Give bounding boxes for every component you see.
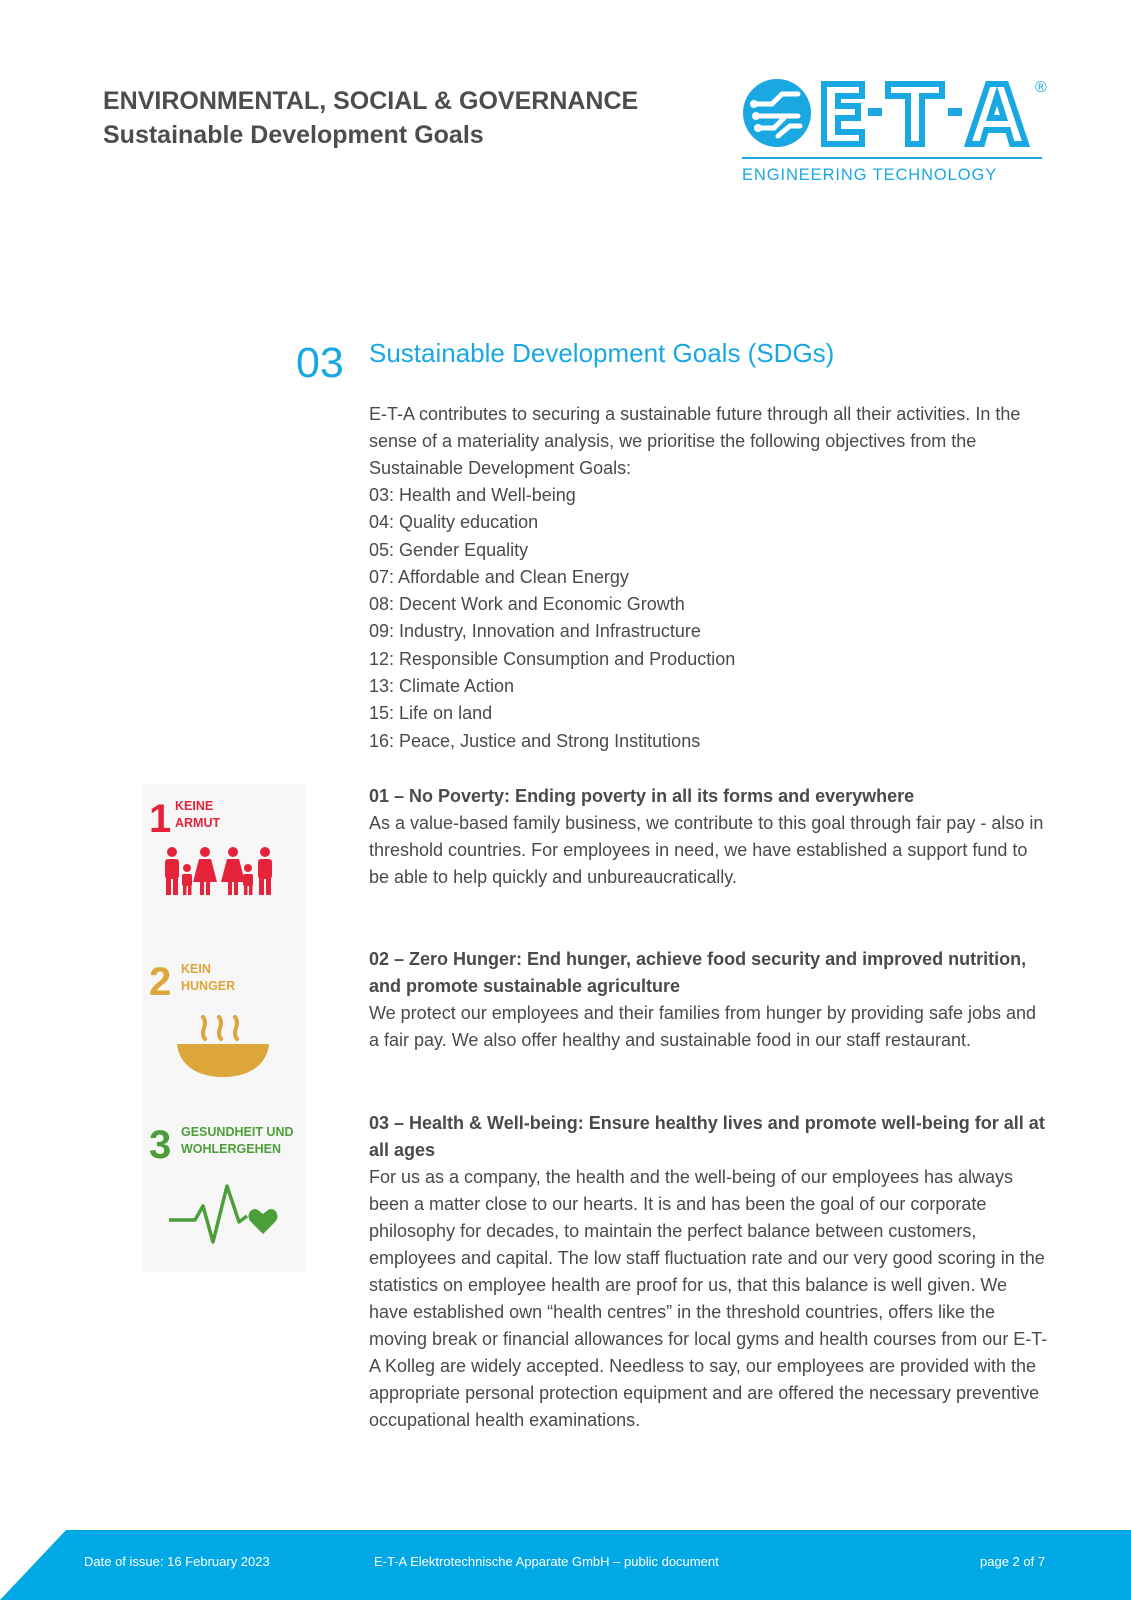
goal-detail-text: For us as a company, the health and the well-being of our employees has always been a matter close to our hearts. It is and has been the goal of our corporate philosophy for decades, to maintain the perfect balance between customers, employees and capital. The low staff fluctuation rate and our very good scoring in the statistics on employee health are proof for us, that this balance is well given. We have established own “health centres” in the threshold countries, offers like the moving break or financial allowances for local gyms and health courses from our E-T-A Kolleg are widely accepted. Needless to say, our employees are provided with the appropriate personal protection equipment and are offered the necessary preventive occupational health examinations. <box>369 1167 1048 1430</box>
header-line-2: Sustainable Development Goals <box>103 121 484 149</box>
list-item: 13: Climate Action <box>369 676 515 697</box>
goal-detail-heading: 02 – Zero Hunger: End hunger, achieve food security and improved nutrition, and promote sustainable agriculture <box>369 949 1027 996</box>
footer-page-number: page 2 of 7 <box>980 1554 1046 1569</box>
circuit-circle-icon <box>743 79 811 147</box>
section-title: Sustainable Development Goals (SDGs) <box>369 338 835 368</box>
goal-detail-heading: 03 – Health & Well-being: Ensure healthy lives and promote well-being for all at all ages <box>369 1113 1045 1160</box>
goal-detail-text: As a value-based family business, we contribute to this goal through fair pay - also in threshold countries. For employees in need, we have established a support fund to be able to help quickly and unbureaucratically. <box>369 813 1044 887</box>
priority-goals-list <box>369 482 735 755</box>
list-item: 09: Industry, Innovation and Infrastructure <box>369 621 701 642</box>
sdg-2-tile <box>143 947 305 1109</box>
sdg-icon-panel <box>143 784 305 1272</box>
sdg-3-label-1: GESUNDHEIT UND <box>181 1125 294 1139</box>
bowl-icon <box>177 1017 269 1077</box>
goal-detail-02 <box>369 946 1049 1054</box>
list-item: 12: Responsible Consumption and Production <box>369 648 736 669</box>
sdg-1-tile <box>143 784 305 946</box>
section-intro: E-T-A contributes to securing a sustainable future through all their activities. In the sense of a materiality analysis, we prioritise the following objectives from the Sustainable Development Goals: <box>369 404 1021 479</box>
section-number: 03 <box>296 339 344 387</box>
sdg-1-number: 1 <box>149 797 172 841</box>
logo-tagline: ENGINEERING TECHNOLOGY <box>742 166 998 184</box>
sdg-2-label-2: HUNGER <box>181 979 236 993</box>
sdg-1-label-1: KEINE <box>175 799 214 813</box>
registered-mark: ® <box>1035 79 1047 96</box>
family-icon <box>165 847 272 895</box>
footer-company: E-T-A Elektrotechnische Apparate GmbH – public document <box>374 1554 719 1569</box>
eta-wordmark <box>824 84 1026 144</box>
sdg-2-number: 2 <box>149 960 172 1004</box>
goal-detail-03 <box>369 1110 1049 1434</box>
goal-detail-01 <box>369 783 1049 891</box>
list-item: 15: Life on land <box>369 703 493 724</box>
goal-detail-heading: 01 – No Poverty: Ending poverty in all its forms and everywhere <box>369 786 915 806</box>
heartbeat-icon <box>169 1186 277 1242</box>
list-item: 16: Peace, Justice and Strong Institutions <box>369 730 701 751</box>
sdg-3-tile <box>143 1110 305 1272</box>
document-header <box>103 84 638 152</box>
sdg-3-label-2: WOHLERGEHEN <box>181 1142 281 1156</box>
footer-date: Date of issue: 16 February 2023 <box>84 1554 270 1569</box>
list-item: 05: Gender Equality <box>369 539 529 560</box>
header-line-1: ENVIRONMENTAL, SOCIAL & GOVERNANCE <box>103 87 639 115</box>
goal-detail-text: We protect our employees and their families from hunger by providing safe jobs and a fair pay. We also offer healthy and sustainable food in our staff restaurant. <box>369 1003 1037 1050</box>
list-item: 04: Quality education <box>369 512 539 533</box>
list-item: 03: Health and Well-being <box>369 485 576 505</box>
sdg-2-label-1: KEIN <box>181 962 211 976</box>
list-item: 07: Affordable and Clean Energy <box>369 566 629 587</box>
sdg-3-number: 3 <box>149 1123 172 1167</box>
list-item: 08: Decent Work and Economic Growth <box>369 594 685 615</box>
sdg-1-label-2: ARMUT <box>175 816 221 830</box>
eta-logo <box>742 78 1052 190</box>
